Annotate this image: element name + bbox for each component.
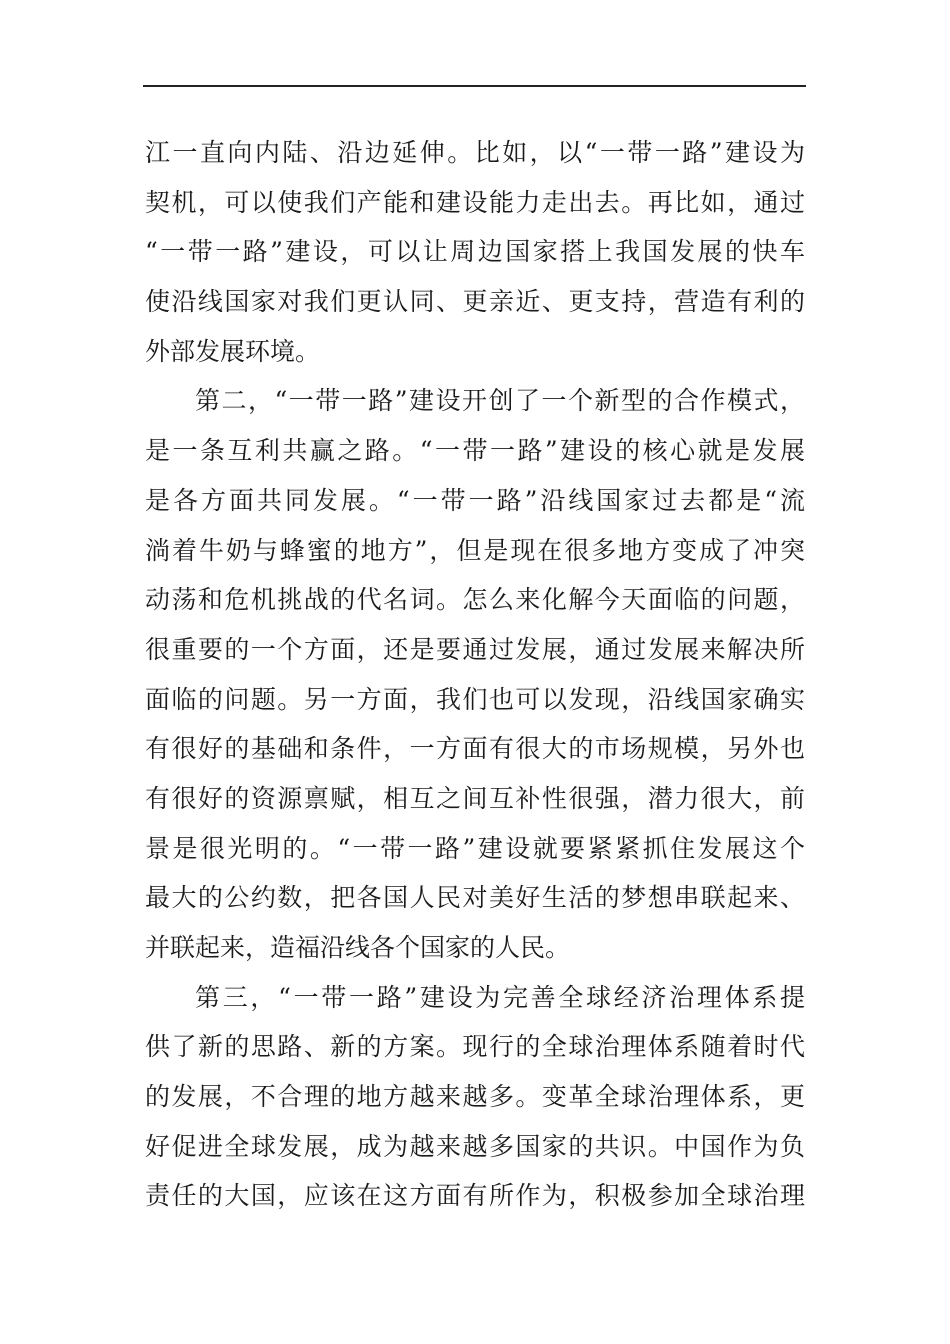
text-line: 景是很光明的。“一带一路”建设就要紧紧抓住发展这个 xyxy=(145,833,805,863)
text-line: 面临的问题。另一方面，我们也可以发现，沿线国家确实 xyxy=(145,684,805,714)
text-line: 责任的大国，应该在这方面有所作为，积极参加全球治理 xyxy=(145,1181,805,1211)
text-line: 很重要的一个方面，还是要通过发展，通过发展来解决所 xyxy=(145,634,805,664)
text-line: 动荡和危机挑战的代名词。怎么来化解今天面临的问题， xyxy=(145,585,805,615)
text-line: 是各方面共同发展。“一带一路”沿线国家过去都是“流 xyxy=(145,485,805,515)
text-line: 有很好的基础和条件，一方面有很大的市场规模，另外也 xyxy=(145,734,805,764)
text-line: 外部发展环境。 xyxy=(145,336,321,366)
text-line: 第二，“一带一路”建设开创了一个新型的合作模式， xyxy=(195,386,805,416)
text-line: 淌着牛奶与蜂蜜的地方”，但是现在很多地方变成了冲突 xyxy=(145,535,805,565)
text-line: 是一条互利共赢之路。“一带一路”建设的核心就是发展 xyxy=(145,436,805,466)
text-line: 并联起来，造福沿线各个国家的人民。 xyxy=(145,933,571,962)
text-line: 好促进全球发展，成为越来越多国家的共识。中国作为负 xyxy=(145,1131,805,1161)
text-line: 契机，可以使我们产能和建设能力走出去。再比如，通过 xyxy=(145,187,805,217)
text-line: 有很好的资源禀赋，相互之间互补性很强，潜力很大，前 xyxy=(145,783,805,813)
header-rule xyxy=(143,85,806,87)
text-line: 最大的公约数，把各国人民对美好生活的梦想串联起来、 xyxy=(145,883,805,913)
text-line: 江一直向内陆、沿边延伸。比如，以“一带一路”建设为 xyxy=(145,138,805,167)
text-line: 供了新的思路、新的方案。现行的全球治理体系随着时代 xyxy=(145,1032,805,1062)
text-line: “一带一路”建设，可以让周边国家搭上我国发展的快车 xyxy=(145,237,805,267)
text-line: 的发展，不合理的地方越来越多。变革全球治理体系，更 xyxy=(145,1082,805,1112)
text-line: 使沿线国家对我们更认同、更亲近、更支持，营造有利的 xyxy=(145,287,805,317)
document-body xyxy=(145,128,805,1221)
text-line: 第三，“一带一路”建设为完善全球经济治理体系提 xyxy=(195,982,805,1012)
